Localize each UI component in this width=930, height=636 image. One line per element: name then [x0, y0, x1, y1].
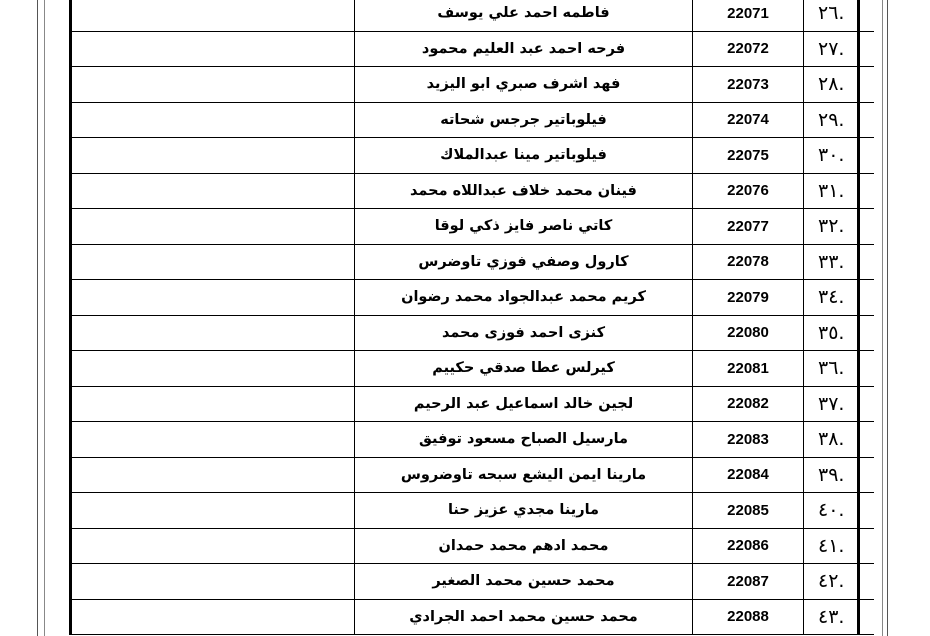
row-number-cell: ٤٣. — [804, 599, 875, 635]
student-code-cell: 22079 — [693, 280, 804, 316]
table-row — [72, 67, 874, 103]
student-name-cell: كيرلس عطا صدقي حكييم — [355, 351, 693, 387]
table-row — [72, 457, 874, 493]
row-number-cell: ٣٦. — [804, 351, 875, 387]
row-number-cell: ٢٨. — [804, 67, 875, 103]
student-name-cell: فاطمه احمد علي يوسف — [355, 0, 693, 31]
empty-cell — [72, 599, 355, 635]
table-row — [72, 31, 874, 67]
empty-cell — [72, 138, 355, 174]
student-code-cell: 22085 — [693, 493, 804, 529]
table-row — [72, 244, 874, 280]
table-row — [72, 528, 874, 564]
student-code-cell: 22075 — [693, 138, 804, 174]
student-name-cell: مارينا مجدي عزيز حنا — [355, 493, 693, 529]
table-row — [72, 564, 874, 600]
empty-cell — [72, 31, 355, 67]
student-code-cell: 22071 — [693, 0, 804, 31]
empty-cell — [72, 280, 355, 316]
student-name-cell: لجين خالد اسماعيل عبد الرحيم — [355, 386, 693, 422]
empty-cell — [72, 67, 355, 103]
row-number-cell: ٣٤. — [804, 280, 875, 316]
student-name-cell: محمد حسين محمد احمد الجرادي — [355, 599, 693, 635]
student-code-cell: 22076 — [693, 173, 804, 209]
student-name-cell: فرحه احمد عبد العليم محمود — [355, 31, 693, 67]
table-row — [72, 280, 874, 316]
student-name-cell: فيلوباتير جرجس شحاته — [355, 102, 693, 138]
student-name-cell: محمد ادهم محمد حمدان — [355, 528, 693, 564]
table-row — [72, 351, 874, 387]
student-name-cell: كريم محمد عبدالجواد محمد رضوان — [355, 280, 693, 316]
table-row — [72, 386, 874, 422]
row-number-cell: ٣٢. — [804, 209, 875, 245]
student-name-cell: فيلوباتير مينا عبدالملاك — [355, 138, 693, 174]
student-code-cell: 22080 — [693, 315, 804, 351]
student-code-cell: 22078 — [693, 244, 804, 280]
row-number-cell: ٤٠. — [804, 493, 875, 529]
empty-cell — [72, 528, 355, 564]
student-code-cell: 22088 — [693, 599, 804, 635]
table-row — [72, 102, 874, 138]
empty-cell — [72, 209, 355, 245]
empty-cell — [72, 315, 355, 351]
table-row — [72, 493, 874, 529]
student-code-cell: 22077 — [693, 209, 804, 245]
student-code-cell: 22081 — [693, 351, 804, 387]
row-number-cell: ٢٩. — [804, 102, 875, 138]
table-row — [72, 599, 874, 635]
table-row — [72, 422, 874, 458]
row-number-cell: ٣٠. — [804, 138, 875, 174]
row-number-cell: ٢٦. — [804, 0, 875, 31]
table-row — [72, 209, 874, 245]
empty-cell — [72, 564, 355, 600]
empty-cell — [72, 457, 355, 493]
empty-cell — [72, 422, 355, 458]
student-name-cell: مارينا ايمن اليشع سبحه تاوضروس — [355, 457, 693, 493]
student-name-cell: كارول وصفي فوزي تاوضرس — [355, 244, 693, 280]
student-name-cell: محمد حسين محمد الصغير — [355, 564, 693, 600]
empty-cell — [72, 173, 355, 209]
student-name-cell: مارسيل الصباح مسعود توفيق — [355, 422, 693, 458]
student-code-cell: 22087 — [693, 564, 804, 600]
row-number-cell: ٣٩. — [804, 457, 875, 493]
student-table — [69, 0, 860, 635]
row-number-cell: ٣١. — [804, 173, 875, 209]
table-row — [72, 315, 874, 351]
student-name-cell: فينان محمد خلاف عبداللاه محمد — [355, 173, 693, 209]
empty-cell — [72, 493, 355, 529]
student-code-cell: 22082 — [693, 386, 804, 422]
student-table-body — [72, 0, 874, 635]
student-code-cell: 22074 — [693, 102, 804, 138]
student-name-cell: كاتي ناصر فايز ذكي لوقا — [355, 209, 693, 245]
empty-cell — [72, 102, 355, 138]
row-number-cell: ٣٥. — [804, 315, 875, 351]
student-code-cell: 22086 — [693, 528, 804, 564]
table-row — [72, 138, 874, 174]
row-number-cell: ٣٨. — [804, 422, 875, 458]
row-number-cell: ٣٣. — [804, 244, 875, 280]
student-code-cell: 22084 — [693, 457, 804, 493]
empty-cell — [72, 244, 355, 280]
student-code-cell: 22083 — [693, 422, 804, 458]
empty-cell — [72, 386, 355, 422]
row-number-cell: ٤١. — [804, 528, 875, 564]
student-name-cell: فهد اشرف صبري ابو اليزيد — [355, 67, 693, 103]
student-code-cell: 22073 — [693, 67, 804, 103]
empty-cell — [72, 0, 355, 31]
student-table-grid — [72, 0, 874, 635]
table-row — [72, 173, 874, 209]
row-number-cell: ٢٧. — [804, 31, 875, 67]
row-number-cell: ٤٢. — [804, 564, 875, 600]
student-code-cell: 22072 — [693, 31, 804, 67]
table-row — [72, 0, 874, 31]
empty-cell — [72, 351, 355, 387]
student-name-cell: كنزى احمد فوزى محمد — [355, 315, 693, 351]
row-number-cell: ٣٧. — [804, 386, 875, 422]
